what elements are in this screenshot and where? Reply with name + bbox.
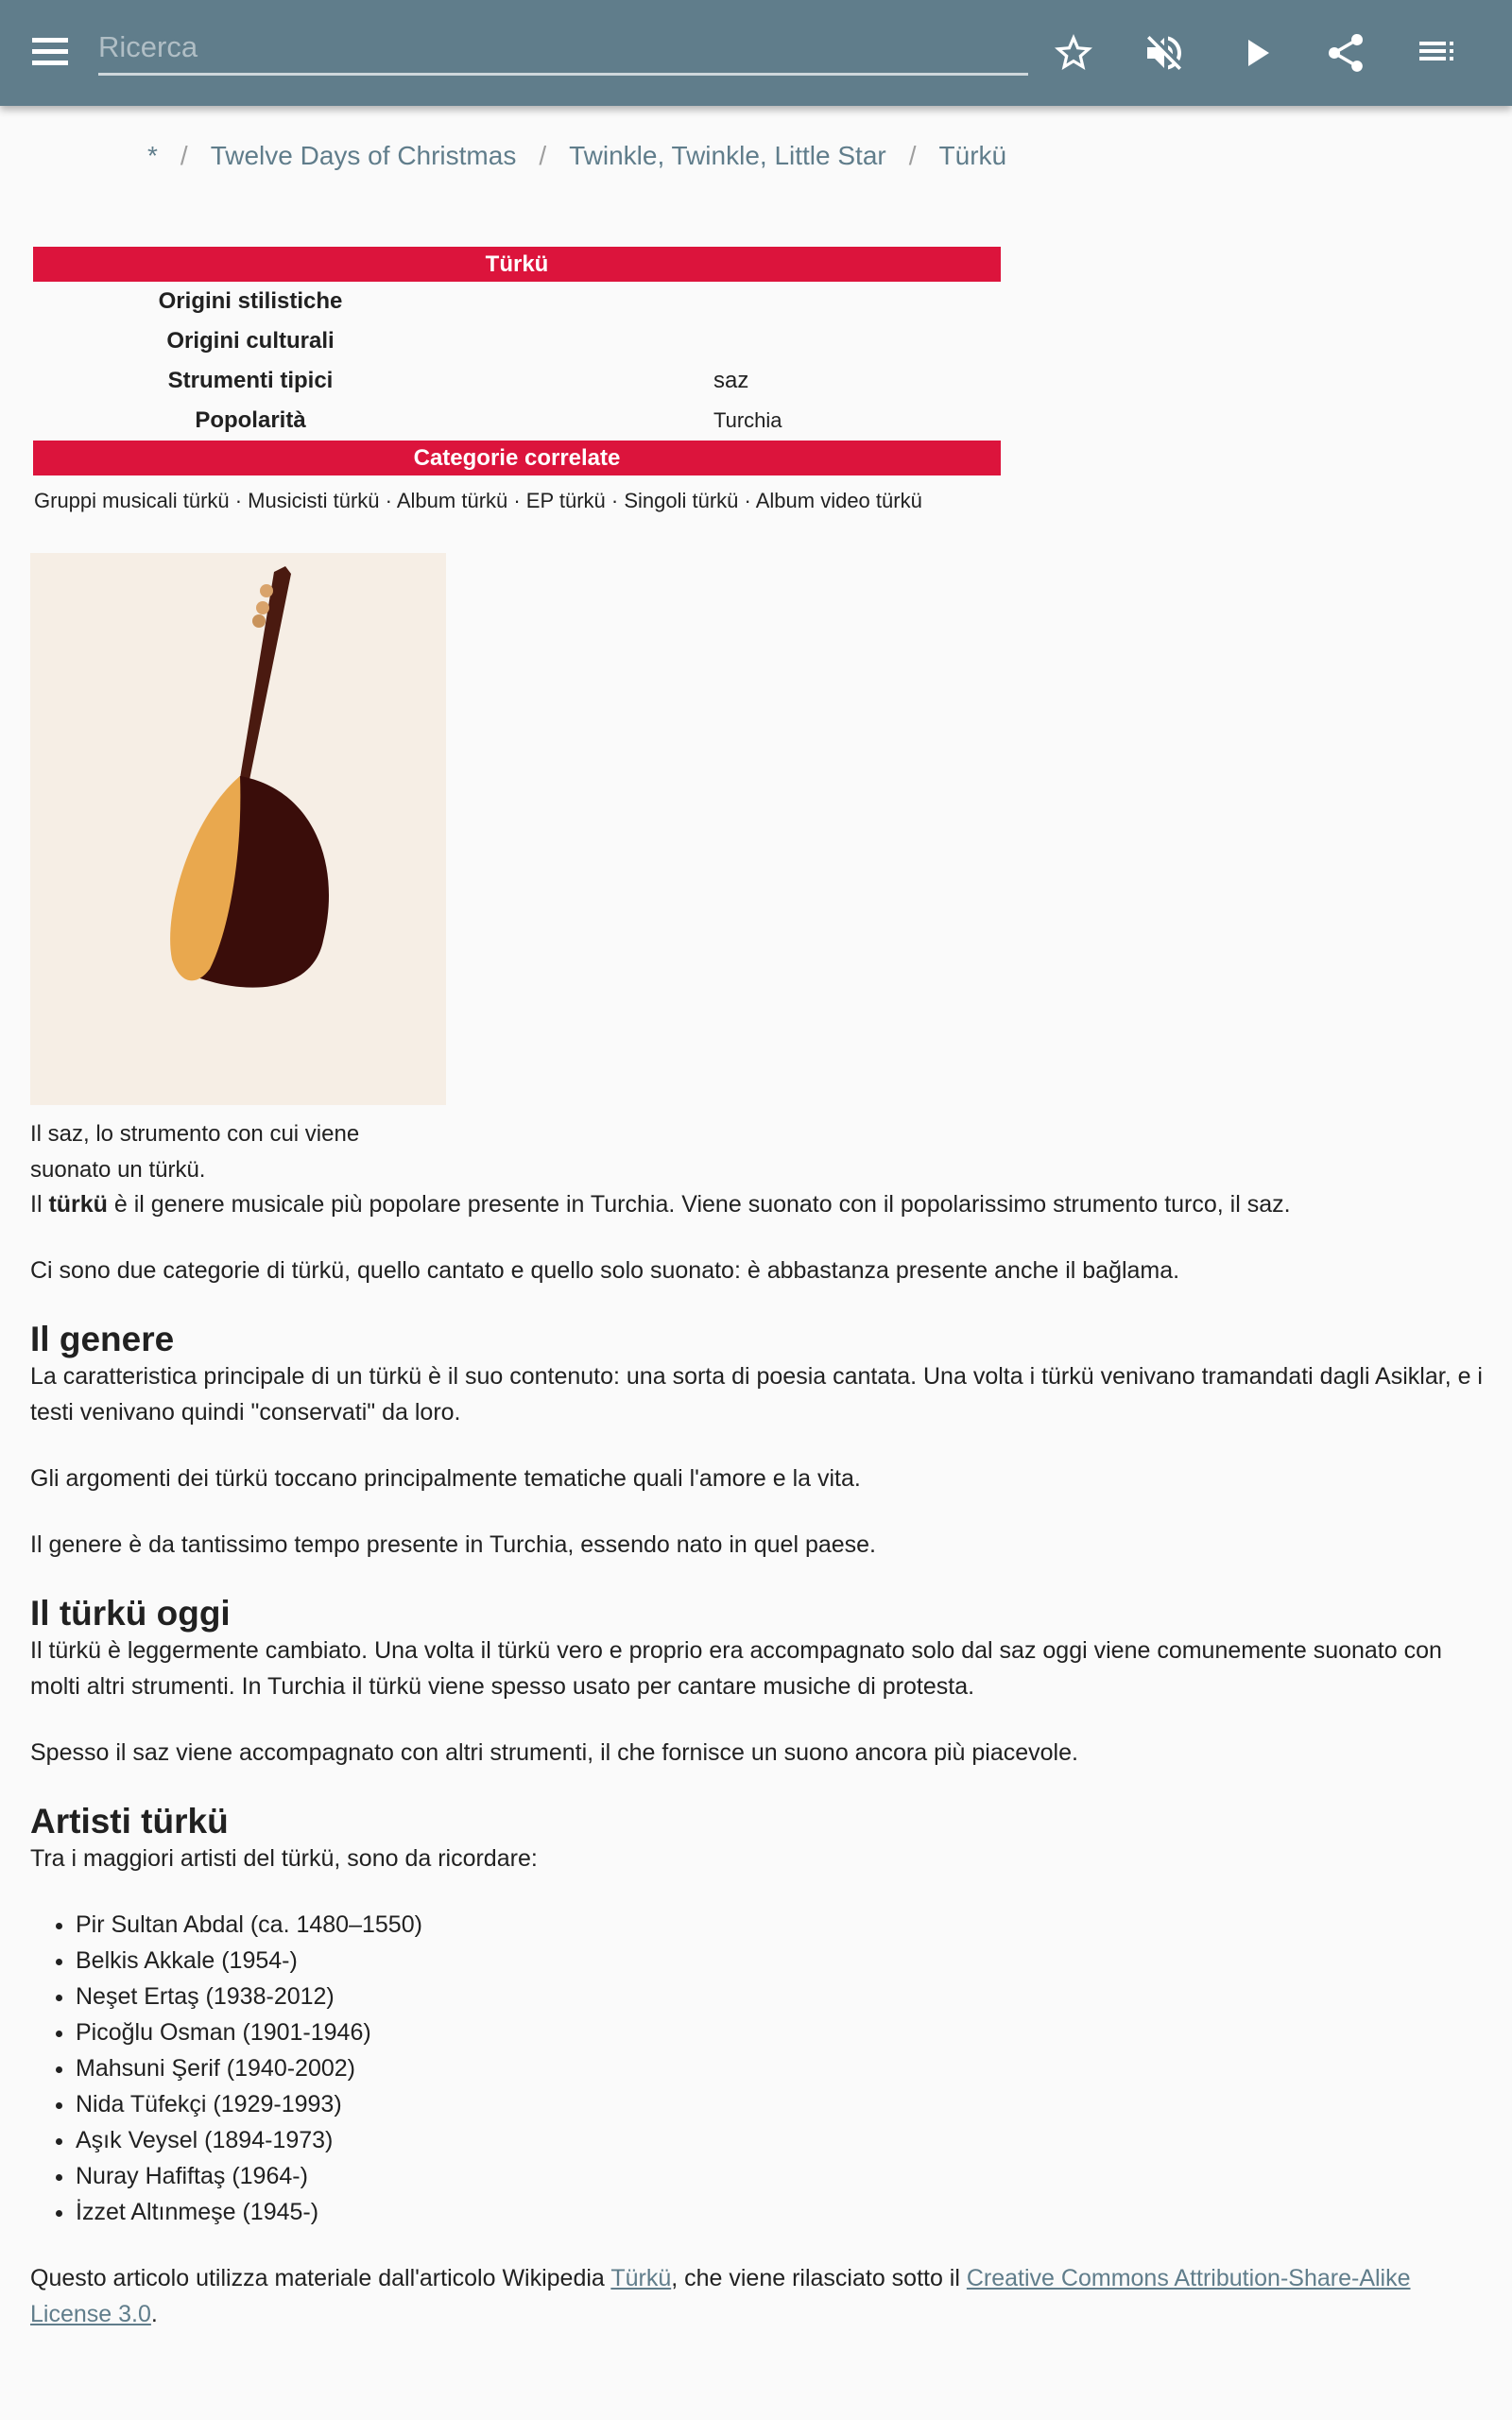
paragraph: Spesso il saz viene accompagnato con altri strumenti, il che fornisce un suono ancora più piacevole.: [30, 1739, 1078, 1766]
infobox-row: [33, 282, 1001, 321]
paragraph: Il genere è da tantissimo tempo presente in Turchia, essendo nato in quel paese.: [30, 1531, 877, 1558]
share-icon[interactable]: [1323, 30, 1368, 76]
section-heading: Il türkü oggi: [30, 1594, 231, 1633]
text: è il genere musicale più popolare presente in Turchia. Viene suonato con il popolarissimo strumento turco, il saz.: [107, 1191, 1291, 1218]
list-item: • İzzet Altınmeşe (1945-): [76, 2194, 1486, 2230]
paragraph: Tra i maggiori artisti del türkü, sono da ricordare:: [30, 1845, 538, 1872]
infobox-title: Türkü: [33, 247, 1001, 282]
list-item: • Nuray Hafiftaş (1964-): [76, 2158, 1486, 2194]
infobox-row: [33, 361, 1001, 401]
list-item: • Belkis Akkale (1954-): [76, 1943, 1486, 1979]
wikipedia-link[interactable]: Türkü: [610, 2265, 672, 2291]
search-input[interactable]: [98, 21, 1028, 76]
section-heading: Il genere: [30, 1320, 175, 1358]
breadcrumb-item[interactable]: Twelve Days of Christmas: [210, 141, 517, 170]
infobox-categories-title: Categorie correlate: [33, 441, 1001, 475]
infobox-key: Strumenti tipici: [167, 368, 334, 393]
paragraph: Il türkü è leggermente cambiato. Una volta il türkü vero e proprio era accompagnato solo dal saz oggi viene comunemente suonato con molti altri strumenti. In Turchia il türkü viene spesso usato per cantare musiche di protesta.: [30, 1637, 1442, 1700]
breadcrumb-item[interactable]: Twinkle, Twinkle, Little Star: [569, 141, 886, 170]
volume-off-icon[interactable]: [1142, 30, 1187, 76]
breadcrumb-separator: /: [908, 141, 917, 170]
breadcrumb-separator: /: [539, 141, 547, 170]
infobox-row: [33, 321, 1001, 361]
paragraph: Ci sono due categorie di türkü, quello cantato e quello solo suonato: è abbastanza presente anche il bağlama.: [30, 1257, 1180, 1284]
infobox-value[interactable]: saz: [713, 368, 749, 393]
play-icon[interactable]: [1233, 30, 1279, 76]
section-heading: Artisti türkü: [30, 1802, 229, 1841]
related-categories[interactable]: Gruppi musicali türkü · Musicisti türkü · Album türkü · EP türkü · Singoli türkü · Album video türkü: [34, 489, 922, 512]
paragraph: Gli argomenti dei türkü toccano principalmente tematiche quali l'amore e la vita.: [30, 1465, 861, 1492]
infobox-value: [713, 321, 1001, 361]
list-item: • Picoğlu Osman (1901-1946): [76, 2014, 1486, 2050]
text: Questo articolo utilizza materiale dall'articolo Wikipedia: [30, 2265, 611, 2291]
breadcrumb-separator: /: [180, 141, 188, 170]
text: Il: [30, 1191, 49, 1218]
infobox-key: Origini culturali: [166, 328, 335, 354]
list-item: • Mahsuni Şerif (1940-2002): [76, 2050, 1486, 2086]
text: , che viene rilasciato sotto il: [671, 2265, 967, 2291]
list-item: • Aşık Veysel (1894-1973): [76, 2122, 1486, 2158]
artist-list: [76, 1907, 1486, 2230]
star-icon[interactable]: [1051, 30, 1096, 76]
breadcrumb-current[interactable]: Türkü: [938, 141, 1007, 170]
infobox-value[interactable]: Turchia: [713, 408, 782, 432]
figure: [30, 553, 446, 1188]
infobox-value: [713, 282, 1001, 321]
paragraph: La caratteristica principale di un türkü è il suo contenuto: una sorta di poesia cantata. Una volta i türkü venivano tramandati dagli Asiklar, e i testi venivano quindi "conservati" da loro.: [30, 1363, 1483, 1426]
breadcrumb-home[interactable]: *: [147, 141, 158, 170]
list-item: • Nida Tüfekçi (1929-1993): [76, 2086, 1486, 2122]
infobox: [33, 247, 1001, 475]
infobox-key: Origini stilistiche: [158, 288, 343, 314]
license-footer: [30, 2260, 1486, 2332]
saz-photo: [30, 553, 446, 1105]
infobox-key: Popolarità: [195, 407, 306, 433]
list-item: • Pir Sultan Abdal (ca. 1480–1550): [76, 1907, 1486, 1943]
playlist-icon[interactable]: [1414, 30, 1459, 76]
text: .: [150, 2301, 158, 2327]
article-body: [30, 1186, 1486, 2362]
intro-paragraph: [30, 1186, 1486, 1222]
app-bar: [0, 0, 1512, 106]
bold-term: türkü: [48, 1191, 108, 1218]
infobox-row: [33, 401, 1001, 441]
breadcrumb: [147, 138, 1006, 174]
figure-caption: Il saz, lo strumento con cui viene suonato un türkü.: [30, 1121, 360, 1183]
license-link[interactable]: Creative Commons Attribution-Share-Alike License 3.0: [30, 2265, 1411, 2327]
menu-icon[interactable]: [32, 38, 70, 68]
list-item: • Neşet Ertaş (1938-2012): [76, 1979, 1486, 2014]
